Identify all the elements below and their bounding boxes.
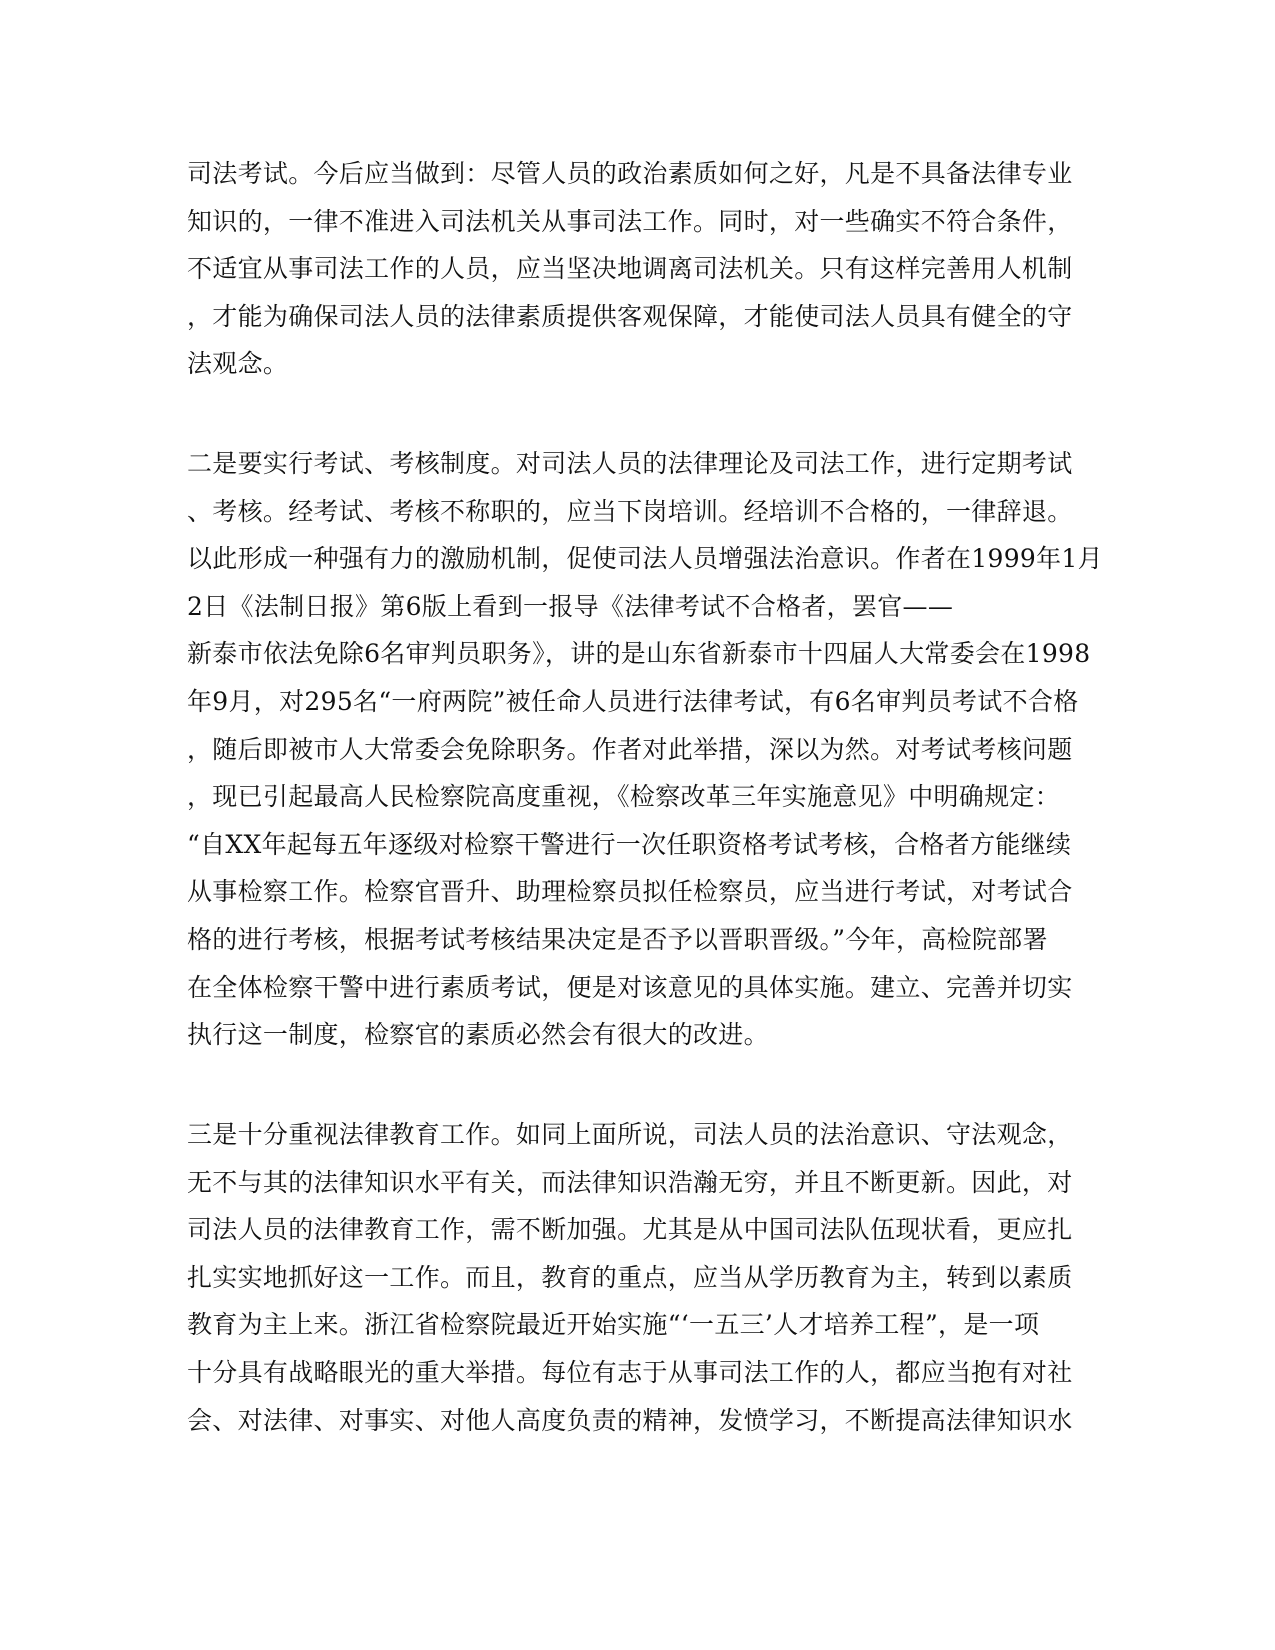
text-line: 新泰市依法免除6名审判员职务》，讲的是山东省新泰市十四届人大常委会在1998 <box>187 639 1091 669</box>
text-line: 十分具有战略眼光的重大举措。每位有志于从事司法工作的人，都应当抱有对社 <box>187 1357 1073 1387</box>
text-line: 教育为主上来。浙江省检察院最近开始实施“‘一五三’人才培养工程”，是一项 <box>187 1310 1040 1340</box>
text-line: “自XX年起每五年逐级对检察干警进行一次任职资格考试考核，合格者方能继续 <box>187 829 1072 859</box>
text-line: ，现已引起最高人民检察院高度重视，《检察改革三年实施意见》中明确规定： <box>187 782 1061 812</box>
text-line: 从事检察工作。检察官晋升、助理检察员拟任检察员，应当进行考试，对考试合 <box>187 877 1073 907</box>
text-line: 会、对法律、对事实、对他人高度负责的精神，发愤学习，不断提高法律知识水 <box>187 1405 1073 1435</box>
text-line: ，随后即被市人大常委会免除职务。作者对此举措，深以为然。对考试考核问题 <box>187 734 1073 764</box>
text-line: 2日《法制日报》第6版上看到一报导《法律考试不合格者，罢官—— <box>187 591 954 621</box>
text-line: ，才能为确保司法人员的法律素质提供客观保障，才能使司法人员具有健全的守 <box>187 301 1073 331</box>
paragraph-2 <box>187 440 1103 1059</box>
text-line: 年9月，对295名“一府两院”被任命人员进行法律考试，有6名审判员考试不合格 <box>187 686 1079 716</box>
text-line: 不适宜从事司法工作的人员，应当坚决地调离司法机关。只有这样完善用人机制 <box>187 254 1073 284</box>
text-line: 扎实实地抓好这一工作。而且，教育的重点，应当从学历教育为主，转到以素质 <box>187 1262 1073 1292</box>
text-line: 三是十分重视法律教育工作。如同上面所说，司法人员的法治意识、守法观念， <box>187 1120 1073 1149</box>
text-line: 在全体检察干警中进行素质考试，便是对该意见的具体实施。建立、完善并切实 <box>187 972 1073 1002</box>
text-line: 法观念。 <box>187 349 289 379</box>
text-line: 司法人员的法律教育工作，需不断加强。尤其是从中国司法队伍现状看，更应扎 <box>187 1215 1073 1245</box>
text-line: 格的进行考核，根据考试考核结果决定是否予以晋职晋级。”今年，高检院部署 <box>187 924 1048 954</box>
text-line: 知识的，一律不准进入司法机关从事司法工作。同时，对一些确实不符合条件， <box>187 206 1073 236</box>
text-line: 无不与其的法律知识水平有关，而法律知识浩瀚无穷，并且不断更新。因此，对 <box>187 1167 1073 1197</box>
text-line: 执行这一制度，检察官的素质必然会有很大的改进。 <box>187 1020 769 1050</box>
text-line: 以此形成一种强有力的激励机制，促使司法人员增强法治意识。作者在1999年1月 <box>187 544 1103 574</box>
text-line: 司法考试。今后应当做到：尽管人员的政治素质如何之好，凡是不具备法律专业 <box>187 159 1073 188</box>
paragraph-1 <box>187 150 1073 388</box>
text-line: 二是要实行考试、考核制度。对司法人员的法律理论及司法工作，进行定期考试 <box>187 449 1073 478</box>
text-line: 、考核。经考试、考核不称职的，应当下岗培训。经培训不合格的，一律辞退。 <box>187 496 1073 526</box>
paragraph-3 <box>187 1111 1073 1444</box>
